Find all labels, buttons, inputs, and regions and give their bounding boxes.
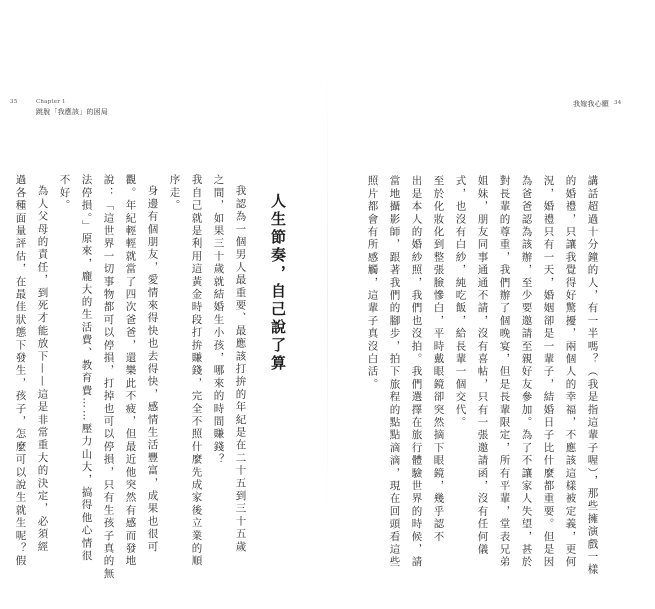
right-col-10: 當地攝影師，跟著我們的腳步，拍下旅程的點點滴滴，現在回頭看這些: [388, 175, 401, 569]
right-col-8: 至於化妝化到整張臉慘白，平時戴眼鏡卻突然摘下眼鏡，幾乎認不: [432, 175, 445, 544]
left-col-4: 序走。: [168, 174, 181, 213]
left-col-1: 我認為一個男人最重要、最應該打拚的年紀是在二十五到三十五歲: [234, 185, 247, 554]
chapter-label: Chapter 1: [36, 99, 66, 105]
left-col-2: 之間，如果三十歲就結婚生小孩，哪來的時間賺錢？: [212, 174, 225, 467]
left-col-6: 觀。年紀輕輕就當了四次爸爸，還樂此不疲，但最近他突然有感而發地: [124, 174, 137, 568]
right-col-9: 出是本人的婚紗照，我們也沒拍。我們選擇在旅行體驗世界的時候，請: [410, 175, 423, 569]
section-title: 人生節奏，自己說了算: [269, 193, 287, 373]
right-col-11: 照片都會有所感觸，這輩子真沒白活。: [366, 175, 379, 391]
chapter-title: 跳脫「我應該」的困局: [36, 108, 108, 116]
right-col-2: 的婚禮，只讓我覺得好驚擾，兩個人的幸福，不應該這樣被定義，更何: [564, 175, 577, 569]
left-col-11: 過各種面量評估，在最佳狀態下發生，孩子，怎麼可以說生就生呢？假: [14, 174, 27, 568]
left-col-8: 法停損。」原來，龐大的生活費、教育費……壓力山大，搞得他心情很: [80, 174, 93, 563]
left-page-number: 35: [10, 99, 18, 105]
left-col-9: 不好。: [58, 174, 71, 213]
right-page-number: 34: [614, 100, 622, 106]
page-gutter: [327, 60, 328, 530]
left-col-3: 我自己就是利用這黃金時段打拚賺錢，完全不照什麼先成家後立業的順: [190, 174, 203, 568]
right-col-3: 況，婚禮只有一天，婚姻卻是一輩子，結婚日子比什麼都重要。但是因: [542, 175, 555, 569]
right-col-7: 式，也沒有白紗，純吃飯，給長輩一個交代。: [454, 175, 467, 429]
right-page-header: 我嫁我心願: [573, 100, 609, 108]
right-col-5: 對長輩的尊重，我們辦了個晚宴，但是長輩限定，所有平輩，堂表兄弟: [498, 175, 511, 569]
left-col-5: 身邊有個朋友，愛情來得快也去得快，感情生活豐富，成果也很可: [146, 185, 159, 554]
right-col-1: 講話超過十分鐘的人，有一半嗎？（我是指這輩子喔），那些擁演戲一樣: [586, 175, 599, 577]
right-col-4: 為爸爸認為該辦，至少要邀請至親好友參加。為了不讓家人失望，甚於: [520, 175, 533, 569]
right-col-6: 姐妹，朋友同事通通不請，沒有喜帖，只有一張邀請函，沒有任何儀: [476, 175, 489, 556]
left-col-7: 說：「這世界一切事物都可以停損，打掉也可以停損，只有生孩子真的無: [102, 174, 115, 581]
left-col-10: 為人父母的責任，到死才能放下——這是非常重大的決定，必須經: [36, 185, 49, 554]
